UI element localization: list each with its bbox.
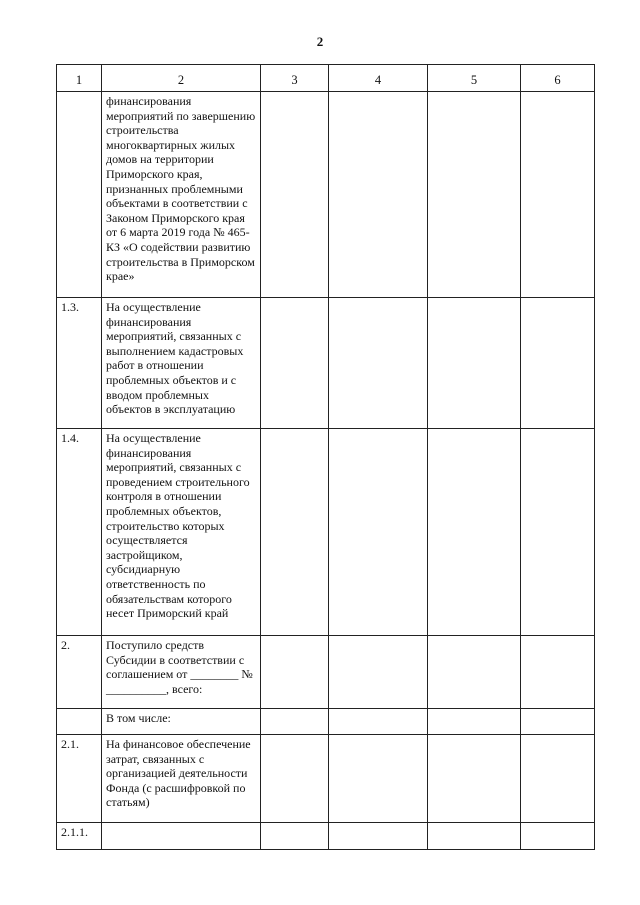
cell: [329, 636, 428, 709]
cell: [428, 298, 521, 429]
column-header: 3: [261, 65, 329, 92]
cell: [261, 636, 329, 709]
cell: [428, 92, 521, 298]
cell: [329, 92, 428, 298]
cell: [261, 735, 329, 823]
row-number: 2.: [57, 636, 102, 709]
page-number: 2: [316, 34, 324, 49]
cell: [521, 709, 595, 735]
row-number: 2.1.1.: [57, 823, 102, 850]
row-number: [57, 92, 102, 298]
cell: [521, 823, 595, 850]
row-number: 1.3.: [57, 298, 102, 429]
cell: [329, 735, 428, 823]
row-description: В том числе:: [102, 709, 261, 735]
table-row: [57, 735, 595, 823]
row-number: 1.4.: [57, 429, 102, 636]
table-row: [57, 92, 595, 298]
cell: [428, 636, 521, 709]
column-header: 5: [428, 65, 521, 92]
column-header: 1: [57, 65, 102, 92]
cell: [521, 92, 595, 298]
column-header: 6: [521, 65, 595, 92]
cell: [329, 429, 428, 636]
cell: [261, 92, 329, 298]
column-header: 4: [329, 65, 428, 92]
cell: [261, 429, 329, 636]
table-row: [57, 429, 595, 636]
table-row: [57, 636, 595, 709]
row-description: финансирования мероприятий по завершению строительства многоквартирных жилых домов на территории Приморского края, признанных проблемными объектами в соответствии с Законом Приморского края от 6 марта 2019 года № 465-КЗ «О содействии развитию строительства в Приморском крае»: [102, 92, 261, 298]
table-header-row: [57, 65, 595, 92]
cell: [521, 636, 595, 709]
cell: [261, 709, 329, 735]
cell: [428, 429, 521, 636]
cell: [329, 298, 428, 429]
report-table: [56, 64, 595, 850]
cell: [261, 298, 329, 429]
row-description: [102, 823, 261, 850]
cell: [521, 429, 595, 636]
cell: [428, 823, 521, 850]
cell: [261, 823, 329, 850]
table-row: [57, 298, 595, 429]
column-header: 2: [102, 65, 261, 92]
row-description: На осуществление финансирования мероприятий, связанных с проведением строительного контроля в отношении проблемных объектов, строительство которых осуществляется застройщиком, субсидиарную ответственность по обязательствам которого несет Приморский край: [102, 429, 261, 636]
row-number: [57, 709, 102, 735]
cell: [521, 298, 595, 429]
row-number: 2.1.: [57, 735, 102, 823]
row-description: Поступило средств Субсидии в соответствии с соглашением от ________ № __________, всего:: [102, 636, 261, 709]
cell: [329, 709, 428, 735]
cell: [428, 709, 521, 735]
cell: [428, 735, 521, 823]
table-row: [57, 823, 595, 850]
row-description: На финансовое обеспечение затрат, связанных с организацией деятельности Фонда (с расшифровкой по статьям): [102, 735, 261, 823]
cell: [521, 735, 595, 823]
cell: [329, 823, 428, 850]
row-description: На осуществление финансирования мероприятий, связанных с выполнением кадастровых работ в отношении проблемных объектов и с вводом проблемных объектов в эксплуатацию: [102, 298, 261, 429]
table-row: [57, 709, 595, 735]
